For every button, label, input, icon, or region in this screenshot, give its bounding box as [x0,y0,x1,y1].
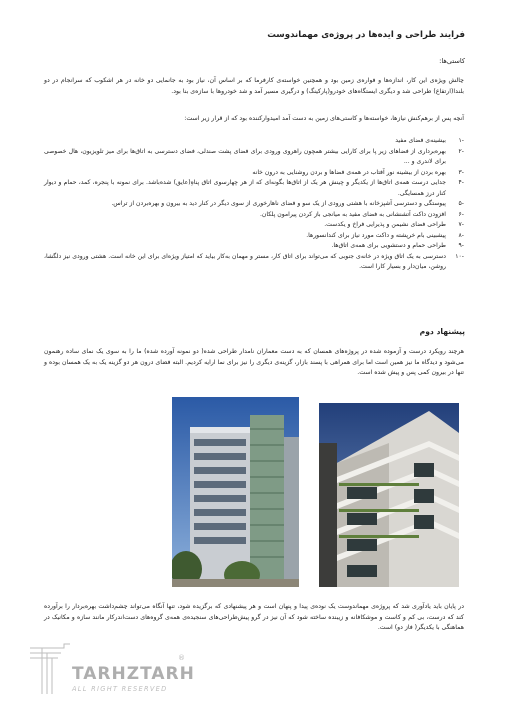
list-item-text: جدایی درست همه‌ی اتاق‌ها از یکدیگر و چینش هر یک از اتاق‌ها بگونه‌ای که از هر چهارسوی اتاق پناهِ(عایق) شده‌باشد. برای نمونه با پنجره، کمد، حمام و دیوار کنار درز همسایگی. [44,179,446,197]
list-item [44,168,464,179]
registered-mark: ® [178,654,185,662]
list-item-text: بهره بردن از بیشینه نور آفتاب در همه‌ی فضاها و بردن روشنایی به درون خانه [252,168,446,176]
list-item-text: بهره‌برداری از فضاهای زیر پا برای کارایی بیشتر همچون راهروی ورودی برای فضای پشت صندلی، فضای دسترسی به اتاق‌ها برای میز تلویزیون، هال خصوصی برای لاندری و ... [44,147,446,165]
list-item [44,220,464,231]
list-item-text: طراحی حمام و دستشویی برای همه‌ی اتاق‌ها. [331,242,446,249]
list-item [44,199,464,210]
page-title: فرایند طراحی و ایده‌ها در پروژه‌ی مهماندوست [267,30,465,40]
building-photo-right [319,403,459,587]
intro-paragraph: چالش ویژه‌ی این کار، اندازه‌ها و فواره‌ی زمین بود و همچنین خواسته‌ی کارفرما که بر اساس آن، نیاز بود به جانمایی دو خانه در هر اشکوب که سرانجام در دو بلندا(ارتفاع) طراحی شد و دیگری ایستگاه‌های خودرو(پارکینگ) و درگیری مسیر آمد و شد خودروها با سازه‌ی بنا بود. [44,77,464,95]
list-item [44,241,464,252]
closing-paragraph: در پایان باید یادآوری شد که پروژه‌ی مهماندوست یک نوده‌ی پیدا و پنهان است و هر پیشنهادی که برگزیده شود، تنها آنگاه می‌تواند چشم‌داشت بهره‌بردار را برآورده کند که درست، بی کم و کاست و موشکافانه و زیبنده ساخته شود که آن نیز در گرو پیش‌طراحی‌های سنجیده‌ی همه‌ی گروه‌های دست‌اندرکار مانند سازه و مکانیک در هماهنگی با یکدیگر( فاز دو) است. [44,603,464,631]
list-item-number: -۴ [458,179,464,186]
list-item-text: پیوستگی و دسترسی آشپزخانه با هشتی ورودی از یک سو و فضای ناهارخوری از سوی دیگر در کنار دید به بیرون و بهره‌بردن از تراس. [111,200,446,207]
list-item-number: -۲ [458,147,464,155]
tarhztarh-watermark [28,640,218,698]
building-photo-left [172,397,299,587]
list-item [44,210,464,221]
list-item [44,231,464,242]
list-item [44,136,464,147]
list-item-number: -۱۰ [455,252,464,260]
list-item-number: -۶ [458,210,464,218]
watermark-subtitle: ALL RIGHT RESERVED [72,685,168,693]
list-item-number: -۵ [458,200,464,207]
list-item [44,178,464,199]
requirements-list [44,136,464,273]
list-item-text: دسترسی به یک اتاق ویژه در خانه‌ی جنوبی که می‌تواند برای اتاق کار، مستر و مهمان به‌کار بیاید که امتیاز ویژه‌ای برای این خانه است. هشتی ورودی نیز دلگشا، روشن، میان‌دار و بسیار کارا است. [44,252,446,270]
section-label-shortcomings: کاستی‌ها: [439,57,465,65]
list-item-text: بیشینه‌ی فضای مفید [395,137,446,144]
list-item [44,147,464,168]
section2-title: پیشنهاد دوم [419,327,465,336]
list-item-text: طراحی فضای نشیمن و پذیرایی فراخ و یکدست. [324,221,446,228]
list-item-number: -۹ [458,242,464,249]
watermark-name: TARHZTARH [72,664,195,684]
list-item-number: -۱ [458,137,464,144]
list-item-text: پیشبینی بام خرپشته و داکت مورد نیاز برای کندانسورها. [306,231,446,239]
list-item [44,252,464,273]
section2-paragraph: هرچند رویکرد درست و آزموده شده در پروژه‌های همسان که به دست معماران نامدار طراحی شده( دو نمونه آورده شده) ما را به سوی یک نمای ساده رهنمون می‌شود و دیدگاه ما نیز همین است اما برای همراهی با پسند بازار، گزینه‌ی دیگری را نیز برای نما ارایه کردیم. البته فضای درون هر دو گزینه یک به یک همسان بوده و تنها در بیرون کمی پس و پیش شده است. [44,348,464,376]
list-item-text: افزودن داکت آتشنشانی به فضای مفید به میانجی باز کردن پیرامون پلکان. [259,210,446,218]
list-item-number: -۸ [458,231,464,239]
watermark-logo-icon [28,640,72,698]
lead-paragraph: آنچه پس از برهم‌کنش نیازها، خواسته‌ها و کاستی‌های زمین به دست آمد امیدوارکننده بود که از قرار زیر است: [184,115,464,122]
list-item-number: -۷ [458,221,464,228]
list-item-number: -۳ [458,168,464,176]
